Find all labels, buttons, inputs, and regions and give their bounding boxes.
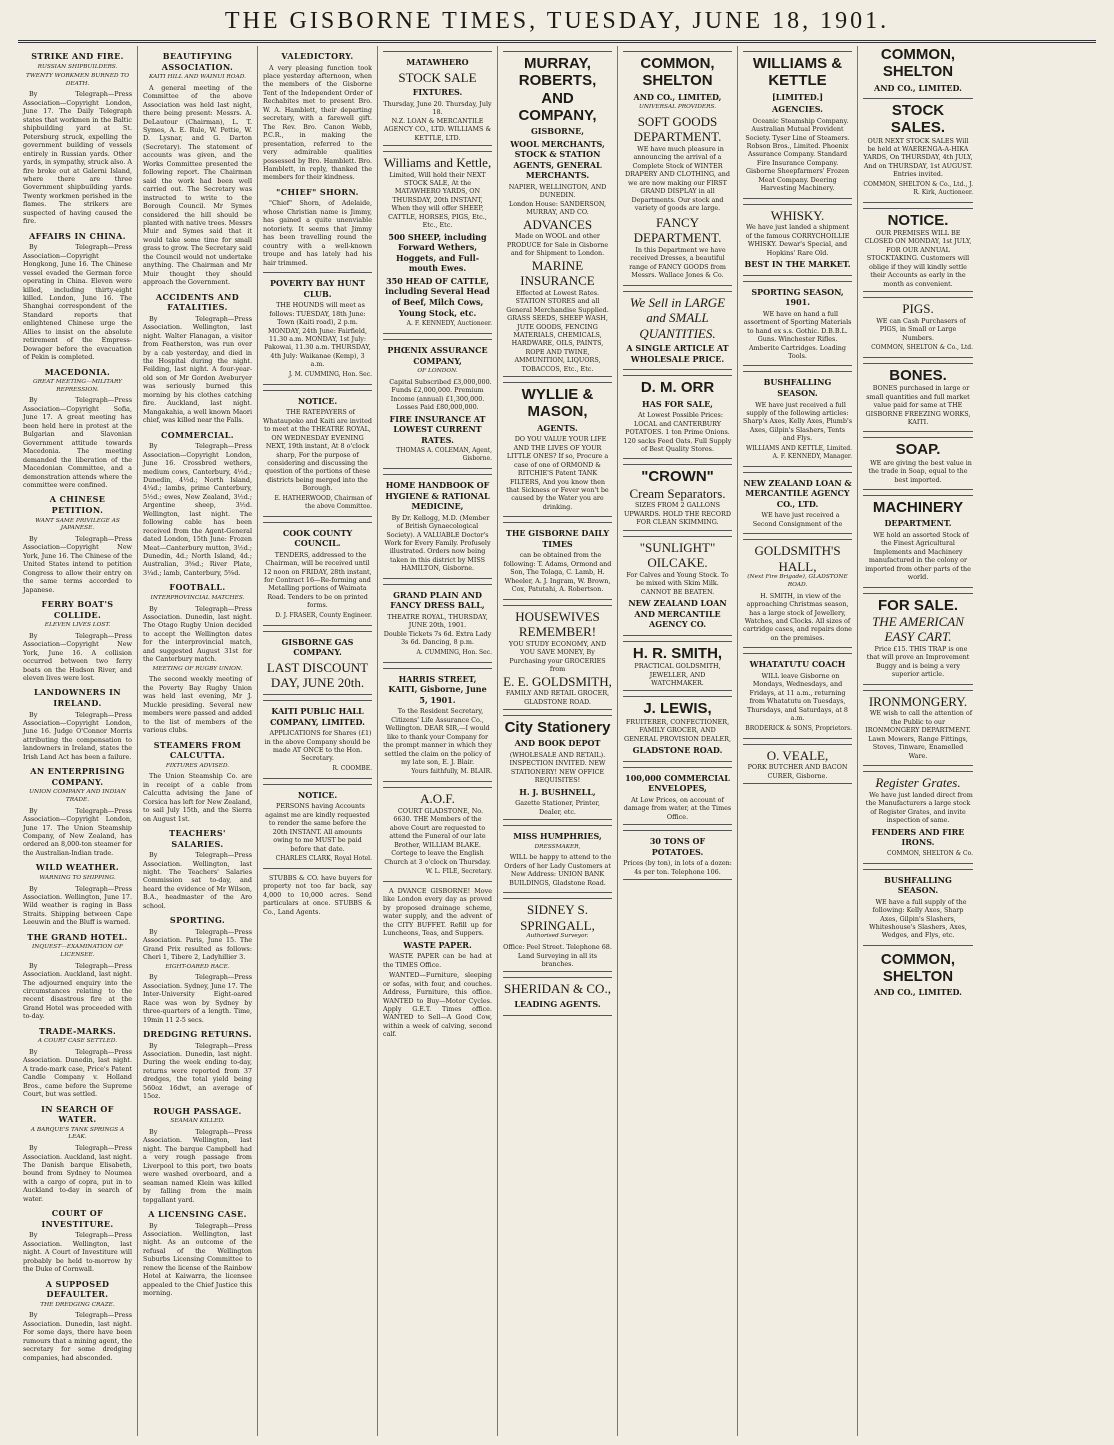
ad-signature: WILLIAMS AND KETTLE, Limited. A. F. KENNEDY, Manager. xyxy=(745,444,852,460)
ad-title: SPORTING SEASON, 1901. xyxy=(751,286,844,308)
ad-body: STATION STORES and all General Merchandise Supplied. GRASS SEEDS, SHEEP WASH, JUTE GOODS, FENCING MATERIALS, CHEMICALS, HARDWARE, OILS, PAINTS, ROPE AND TWINE, AMMUNITION, LIQUORS, TOBACCOS, Etc., Etc. xyxy=(506,297,609,373)
ad-body: We have just landed a shipment of the famous CORRYCHOILLIE WHISKY. Dewar's Special, and Hopkins' Rare Old. xyxy=(745,223,850,257)
ad-body: THE HOUNDS will meet as follows: TUESDAY, 18th June: Town (Kaiti road), 2 p.m. MONDAY, 24th June: Fairfield, 11.30 a.m. MONDAY, 1st July: Pakowai, 11.30 a.m. THURSDAY, 4th July: Waikanae (Kemp), 3 a.m. xyxy=(264,301,371,369)
ad-address: FAMILY AND RETAIL GROCER, GLADSTONE ROAD. xyxy=(505,689,610,706)
ad-title: WILLIAMS & KETTLE xyxy=(752,55,843,90)
subheadline: EIGHT-OARED RACE. xyxy=(165,963,230,970)
ad-body: WE have just received a Second Consignment of the xyxy=(752,511,843,528)
headline: LANDOWNERS IN IRELAND. xyxy=(34,687,121,708)
headline: AFFAIRS IN CHINA. xyxy=(29,230,126,241)
ad-body: WE can Cash Purchasers of PIGS, in Small or Large Numbers. xyxy=(876,316,966,342)
williams-kettle-agencies-ad xyxy=(743,51,852,199)
article-body: By Telegraph—Press Association. Paris, June 15. The Grand Prix resulted as follows: Cheri 1, Tibere 2, Ladyhillier 3. xyxy=(143,927,252,962)
classified-ad: STUBBS & CO. have buyers for property not too far back, say 4,000 to 10,000 acres. Send particulars at once. STUBBS & Co., Land Agents. xyxy=(263,874,372,916)
article-body: The Union Steamship Co. are in receipt of a cable from Calcutta advising the Jane of Corsica has left for New Zealand, to sail July 15th, and the Sierra on August 1st. xyxy=(143,772,252,823)
article-body: By Telegraph—Press Association. Auckland, last night. The adjourned enquiry into the circumstances relating to the recent disastrous fire at the Grand Hotel was proceeded with to-day. xyxy=(23,961,132,1021)
ad-feature: ADVANCES xyxy=(522,216,593,232)
article-body: By Telegraph—Press Association. Auckland, last night. The Danish barque Elisabeth, bound from Sydney to Noumea with a cargo of copra, put in to Auckland to-day in search of water. xyxy=(23,1144,132,1203)
ad-signature: CHARLES CLARK, Royal Hotel. xyxy=(275,855,372,863)
headline: FERRY BOAT'S COLLIDE. xyxy=(41,598,114,620)
ad-body: LAST DISCOUNT DAY, JUNE 20th. xyxy=(266,659,369,691)
ad-firm: H. J. BUSHNELL, xyxy=(519,786,596,797)
headline: SPORTING. xyxy=(169,915,226,926)
ad-title: J. LEWIS, xyxy=(643,700,712,718)
ad-body: WE have just received a full supply of the following articles: Sharp's Axes, Kelly Axes, Plumb's Axes, Gilpin's Slashers, Tents and Flys. xyxy=(743,400,852,443)
classified-ad: WASTE PAPER can be had at the TIMES Office. xyxy=(383,952,492,969)
ad-title: We Sell in LARGE and SMALL QUANTITIES. xyxy=(629,294,726,341)
ad-lot: 350 HEAD OF CATTLE, including Several Head of Beef, Milch Cows, Young Stock, etc. xyxy=(385,275,490,318)
ad-venue: THEATRE ROYAL, THURSDAY, JUNE 20th, 1901. xyxy=(387,612,488,630)
ad-title: MACHINERY xyxy=(872,499,964,517)
pigs-ad xyxy=(863,297,973,358)
article-body: By Telegraph—Press Association—Copyright New York, June 16. The Chinese of the United States intend to petition Congress to allow their entry on the same terms accorded to Japanese. xyxy=(23,534,132,594)
column-6 xyxy=(618,46,738,1436)
ad-title: GRAND PLAIN AND FANCY DRESS BALL, xyxy=(390,589,485,611)
column-4 xyxy=(378,46,498,1436)
subheadline: WANT SAME PRIVILEGE AS JAPANESE. xyxy=(35,517,120,532)
ad-subtitle: BEST IN THE MARKET. xyxy=(744,259,851,270)
ad-subtitle: OF LONDON. xyxy=(417,368,458,375)
article-body: By Telegraph—Press Association—Copyright Hongkong, June 16. The Chinese vessel evaded the German force operating in China. Eleven were killed, including thirty-eight killed. London, June 16. The Shanghai correspondent of the Standard reports that enlightened Chinese urge the Allies to insist on the absolute retirement of the Empress-Dowager before the evacuation of Pekin is completed. xyxy=(23,243,132,362)
headline: ROUGH PASSAGE. xyxy=(153,1105,242,1116)
bones-ad xyxy=(863,363,973,433)
article-body: By Telegraph—Press Association—Copyright London, June 16. Crossbred wethers, medium cows, Canterbury, 4½d.; Dunedin, 4½d.; North Island, 4¼d.; lambs, prime Canterbury, 5½d.; ewes, New Zealand, 3½d.; Argentine sheep, 3½d. Wellington, last night. The following cable has been received from the Agent-General dated London, 15th June: Frozen Meat—Canterbury mutton, 3½d.; Dunedin, 4d.; North Island, 4d.; Australian, 3⅝d.; River Plate, 3¼d.; lamb, Canterbury, 5⅝d. xyxy=(143,442,252,577)
ad-title: HARRIS STREET, KAITI, Gisborne, June 5, 1901. xyxy=(388,673,487,705)
ad-body: At Lowest Possible Prices: LOCAL and CANTERBURY POTATOES. 1 ton Prime Onions. 120 sacks Feed Oats. Full Supply of Best Quality Stores. xyxy=(623,411,732,453)
dressmaker-ad xyxy=(503,825,612,893)
ad-body: SIZES FROM 2 GALLONS UPWARDS. HOLD THE RECORD FOR CLEAN SKIMMING. xyxy=(624,501,731,527)
ad-title: POVERTY BAY HUNT CLUB. xyxy=(270,278,365,299)
ad-feature: AGENCIES. xyxy=(772,104,823,115)
ad-body: WE hold an assorted Stock of the Finest Agricultural Implements and Machinery manufactured in the colony or imported from other parts of the world. xyxy=(865,530,971,582)
ad-title: PHŒNIX ASSURANCE COMPANY, xyxy=(387,345,488,366)
ad-body: THE RATEPAYERS of Whataupoko and Kaiti are invited to meet at the THEATRE ROYAL, ON WEDNESDAY EVENING NEXT, 19th instant, At 8 o'clock sharp, For the purpose of considering and discussing the question of the portions of these districts being merged into the Borough. xyxy=(263,408,372,493)
ad-body: WE are giving the best value in the trade in Soap, equal to the best imported. xyxy=(868,458,972,484)
ad-title: COMMON, SHELTON xyxy=(880,46,956,81)
ad-subtitle: AGENTS. xyxy=(537,422,578,433)
hall-company-ad xyxy=(263,700,372,779)
headline: TRADE-MARKS. xyxy=(38,1025,117,1036)
ad-firm: N.Z. LOAN & MERCANTILE AGENCY CO., LTD. WILLIAMS & KETTLE, LTD. xyxy=(383,116,492,142)
ad-body: Price £15. THIS TRAP is one that will prove an Improvement Buggy and is being a very superior article. xyxy=(866,644,970,679)
ad-subtitle: THE AMERICAN EASY CART. xyxy=(872,613,964,645)
ad-body: WILL be happy to attend to the Orders of her Lady Customers at New Address: UNION BANK BUILDINGS, Gladstone Road. xyxy=(504,853,612,887)
ball-ad xyxy=(383,584,492,663)
ad-feature: SOFT GOODS DEPARTMENT. xyxy=(633,113,722,145)
ad-title: BUSHFALLING SEASON. xyxy=(763,377,832,398)
nz-loan-ad xyxy=(743,472,852,535)
common-shelton-ad xyxy=(623,51,732,286)
ad-title: "CROWN" xyxy=(641,468,714,486)
ad-body: WE have on hand a full assortment of Sporting Materials to hand ex s.s. Gothic. D.B.B.L. Guns. Winchester Rifles. Amberite Cartridges. Loading Tools. xyxy=(743,309,852,360)
ad-subtitle: (Next Fire Brigade), GLADSTONE ROAD. xyxy=(747,574,848,588)
williams-kettle-ad xyxy=(383,151,492,334)
ad-kicker: MATAWHERO xyxy=(406,57,469,67)
ad-body: WILL leave Gisborne on Mondays, Wednesdays, and Fridays, at 11 a.m., returning from Whatatutu on Tuesdays, Thursdays, and Saturdays, at 8 a.m. xyxy=(747,671,848,723)
ad-body: TENDERS, addressed to the Chairman, will be received until 12 noon on FRIDAY, 28th instant, for Contract 16—Re-forming and Metalling portions of Waimata Road. Tenders to be on printed forms. xyxy=(263,550,372,610)
headline: STRIKE AND FIRE. xyxy=(31,51,124,61)
headline: DREDGING RETURNS. xyxy=(143,1029,252,1039)
article-body: By Telegraph—Press Association—Copyright London, June 17. The Daily Telegraph states that workmen in the Baltic shipbuilding yard at St. Petersburg struck, expelling the government building of vessels entirely in Russian yards. Other yards, in sympathy, struck also. A fire broke out at Galerni Island, where there are three Government shipbuilding yards. Twenty workmen perished in the flames. The strikers are suspected of having caused the fire. xyxy=(23,90,132,226)
ad-body: Made on WOOL and other PRODUCE for Sale in Gisborne and for Shipment to London. xyxy=(506,232,609,258)
wyllie-mason-ad xyxy=(503,382,612,517)
subheadline: INTERPROVINCIAL MATCHES. xyxy=(150,594,245,601)
article-body: By Telegraph—Press Association. Dunedin, last night. The Otago Rugby Union decided to accept the Wellington dates for the interprovincial match, and suggested August 31st for the Canterbury match. xyxy=(143,604,252,664)
ad-signature: A. F. KENNEDY, Auctioneer. xyxy=(406,320,492,328)
ad-title: BONES. xyxy=(889,366,947,384)
notice-ad xyxy=(263,784,372,869)
ad-title: MURRAY, ROBERTS, xyxy=(518,55,597,90)
ad-signature: J. M. CUMMING, Hon. Sec. xyxy=(288,370,372,378)
ad-subtitle: FRUITERER, CONFECTIONER, FAMILY GROCER, AND GENERAL PROVISION DEALER, xyxy=(623,717,732,743)
ad-body: COURT GLADSTONE, No. 6630. THE Members of the above Court are requested to attend the Funeral of our late Brother, WILLIAM BLAKE. Cortege to leave the English Church at 3 o'clock on Thursday. xyxy=(384,806,491,866)
article-body: "Chief" Shorn, of Adelaide, whose Christian name is Jimmy, has gained a quite unenviable notoriety. It seems that Jimmy has been travelling round the country with a well-known troupe and has lately had his hair trimmed. xyxy=(263,199,372,267)
hunt-club-ad xyxy=(263,272,372,385)
stock-sales-ad xyxy=(863,98,973,203)
headline: BEAUTIFYING ASSOCIATION. xyxy=(161,51,234,72)
ad-title: City Stationery xyxy=(504,719,611,737)
ad-body: To the Resident Secretary, Citizens' Life Assurance Co., Wellington. DEAR SIR,—I would like to thank your Company for the prompt manner in which they settled the claim on the policy of my late son, E. J. Blair. xyxy=(383,707,492,766)
ad-subtitle: AND CO., LIMITED, xyxy=(633,91,722,102)
ad-title: NEW ZEALAND LOAN & MERCANTILE AGENCY CO., LTD. xyxy=(743,477,852,509)
ad-subtitle: [LIMITED.] xyxy=(771,91,824,102)
veale-ad xyxy=(743,744,852,785)
ad-title: COMMON, SHELTON xyxy=(880,950,956,986)
aof-ad xyxy=(383,787,492,882)
article-body: By Telegraph—Press Association. Wellington, last night. The Teachers' Salaries Commission sat to-day, and heard the evidence of Mr Wilson, B.A., headmaster of the Aro school. xyxy=(143,851,252,910)
ad-body: APPLICATIONS for Shares (£1) in the above Company should be made AT ONCE to the Hon. Secretary. xyxy=(264,729,372,763)
ad-title: BUSHFALLING SEASON. xyxy=(884,874,952,896)
ad-subtitle: UNIVERSAL PROVIDERS. xyxy=(638,104,717,111)
ad-body: Office: Peel Street. Telephone 68. Land Surveying in all its branches. xyxy=(503,943,612,968)
subheadline: KAITI HILL AND WAINUI ROAD. xyxy=(148,74,247,81)
ad-title: MISS HUMPHRIES, xyxy=(513,831,602,842)
ad-title: Register Grates. xyxy=(875,775,961,791)
newspaper-columns xyxy=(18,46,1098,1436)
article-body: By Telegraph—Press Association. Sydney, June 17. The Inter-University Eight-oared Race was won by Sydney by three-quarters of a length. Time, 19min 11 2-5 secs. xyxy=(143,973,252,1024)
ironmongery-ad xyxy=(863,690,973,766)
headline: MACEDONIA. xyxy=(44,366,111,377)
subheadline: ELEVEN LIVES LOST. xyxy=(44,622,111,629)
ad-body: OUR NEXT STOCK SALES Will be held at WAERENGA-A-HIKA YARDS, On THURSDAY, 4th JULY, And on THURSDAY, 1st AUGUST. Entries invited. xyxy=(863,136,973,179)
ad-body: PERSONS having Accounts against me are kindly requested to render the same before the 20th INSTANT. All amounts owing to me MUST be paid before that date. xyxy=(265,802,370,853)
ad-subtitle: FIXTURES. xyxy=(412,87,463,98)
article-body: By Telegraph—Press Association. Wellington, June 17. Wild weather is raging in Bass Straits. Shipping between Cape Leeuwin and the Bluff is warned. xyxy=(23,884,132,927)
ad-body: H. SMITH, in view of the approaching Christmas season, has a large stock of Jewellery, Watches, and Clocks. All sizes of cartridge cases, and repairs done on the premises. xyxy=(743,591,852,642)
ad-title: GISBORNE GAS COMPANY. xyxy=(281,636,354,658)
ad-body: In this Department we have received Dresses, a beautiful range of FANCY GOODS from Messrs. Wallace Jones & Co. xyxy=(629,245,726,280)
ad-title: WYLLIE & MASON, xyxy=(521,386,594,421)
ad-title: IRONMONGERY. xyxy=(868,693,968,709)
ad-body: Effected at Lowest Rates. xyxy=(515,288,600,297)
ad-title: COOK COUNTY COUNCIL. xyxy=(282,527,353,549)
ad-subtitle: LEADING AGENTS. xyxy=(514,999,601,1010)
ad-signature: COMMON, SHELTON & Co., Ltd. xyxy=(871,344,973,351)
headline: VALEDICTORY. xyxy=(281,51,354,61)
article-body: By Telegraph—Press Association—Copyright Sofia, June 17. A great meeting has been held here in protest at the Bulgarian and Slavonian Government attitude towards Macedonia. The meeting demanded the liberation of the Macedonian Committee, and a demonstration attends where the committee were confined. xyxy=(23,396,132,489)
ad-title: SIDNEY S. SPRINGALL, xyxy=(520,902,595,933)
subheadline: THE DREDGING CRAZE. xyxy=(40,1301,115,1308)
ad-title: O. VEALE, xyxy=(766,747,829,763)
ad-subtitle: DEPARTMENT. xyxy=(884,518,952,529)
envelopes-ad xyxy=(623,767,732,825)
headline: "CHIEF" SHORN. xyxy=(276,186,359,197)
ad-address: GLADSTONE ROAD. xyxy=(632,745,723,756)
ad-subtitle: AND CO., LIMITED. xyxy=(874,987,962,998)
ad-place: GISBORNE, xyxy=(530,126,585,136)
for-sale-ad xyxy=(863,593,973,685)
ad-body: Oceanic Steamship Company. Australian Mutual Provident Society. Tyser Line of Steamers. Robson Bros., Limited. Phoenix Assurance Company. Standard Fire Insurance Company. Gisborne Sheepfarmers' Frozen Meat Company. Deering Harvesting Machinery. xyxy=(745,116,850,193)
wholesale-ad xyxy=(623,291,732,371)
headline: IN SEARCH OF WATER. xyxy=(41,1103,114,1125)
ad-title: Williams and Kettle, xyxy=(383,154,492,170)
surveyor-ad xyxy=(503,898,612,972)
headline: A SUPPOSED DEFAULTER. xyxy=(45,1278,110,1300)
ad-signature: COMMON, SHELTON & Co. xyxy=(887,849,973,857)
subheadline: RUSSIAN SHIPBUILDERS. xyxy=(37,63,118,70)
article-body: By Telegraph—Press Association. Dunedin, last night. A trade-mark case, Price's Patent Candle Company v. Holland Bros., came before the Supreme Court, but was settled. xyxy=(23,1047,132,1099)
headline: TEACHERS' SALARIES. xyxy=(169,828,226,849)
ad-body: BONES purchased in large or small quantities and full market value paid for same at THE GISBORNE FREEZING WORKS, KAITI. xyxy=(865,384,971,426)
ad-subtitle: HAS FOR SALE, xyxy=(642,398,713,409)
ad-title: NOTICE. xyxy=(297,789,338,800)
column-8 xyxy=(858,46,978,1436)
ad-body: Limited, Will hold their NEXT STOCK SALE, At the MATAWHERO YARDS, ON THURSDAY, 20th INSTANT, When they will offer SHEEP, CATTLE, HORSES, PIGS, Etc., Etc., Etc. xyxy=(388,170,487,230)
subheadline: MEETING OF RUGBY UNION. xyxy=(152,665,243,672)
article-body: By Telegraph—Press Association—Copyright London, June 16. Judge O'Connor Morris attributing the compensation to landowners in Ireland, states the Irish Land Act has been a failure. xyxy=(23,710,132,761)
column-2 xyxy=(138,46,258,1436)
newspaper-title: THE GISBORNE TIMES, TUESDAY, JUNE 18, 1901. xyxy=(224,8,890,34)
ad-subtitle: AND CO., LIMITED. xyxy=(874,82,962,93)
ad-body: OUR PREMISES WILL BE CLOSED ON MONDAY, 1st JULY, FOR OUR ANNUAL STOCKTAKING. Customers will oblige if they will kindly settle their Accounts as early in the month as convenient. xyxy=(864,228,972,288)
city-stationery-ad xyxy=(503,715,612,820)
notice-ad xyxy=(263,390,372,517)
ad-subtitle: AND BOOK DEPOT xyxy=(514,738,601,749)
ad-title: NOTICE. xyxy=(887,211,949,229)
ad-body: WE wish to call the attention of the Public to our IRONMONGERY DEPARTMENT. Lawn Mowers, Range Fittings, Stoves, Tinware, Enamelled Ware. xyxy=(865,709,973,760)
oilcake-ad xyxy=(623,536,732,636)
goldsmiths-hall-ad xyxy=(743,539,852,648)
article-body: By Telegraph—Press Association. Dunedin, last night. For some days, there have been rumours that a mining agent, the secretary for some dredging companies, had absconded. xyxy=(23,1311,132,1362)
ad-body: (WHOLESALE AND RETAIL). INSPECTION INVITED. NEW STATIONERY! NEW OFFICE REQUISITES! xyxy=(509,751,606,785)
ad-title: WHISKY. xyxy=(770,207,825,223)
soap-ad xyxy=(863,437,973,490)
ad-body: Capital Subscribed £3,000,000. Funds £2,000,000. Premium Income (annual) £1,300,000. Losses Paid £80,000,000. xyxy=(389,377,492,412)
ad-subtitle: Authorised Surveyor. xyxy=(526,933,589,940)
stock-sale-ad xyxy=(383,51,492,146)
headline: COURT OF INVESTITURE. xyxy=(41,1208,114,1229)
county-council-ad xyxy=(263,522,372,626)
whisky-ad xyxy=(743,204,852,276)
article-body: A general meeting of the Committee of the above Association was held last night, there being present: Messrs. A. DeLautour (Chairman), L. T. Symes, A. E. Rule, W. Pettie, W. D. Lysnar, and G. Darton (Secretary). The statement of accounts was given, and the Works Committee presented the following report. The Chairman said the work had been well carried out. The Secretary was instructed to write to the Borough Council. Mr Symes considered the hill should be planted with native trees. Messrs Muir and Symes said that it would take some time for small grass to grow. The Secretary said the Council would not undertake anything. The Chairman and Mr Muir thought they should approach the Government. xyxy=(143,83,252,287)
ad-subtitle: DRESSMAKER, xyxy=(534,843,581,850)
headline: AN ENTERPRISING COMPANY. xyxy=(30,766,125,787)
testimonial-ad xyxy=(383,668,492,783)
ad-title: "SUNLIGHT" OILCAKE. xyxy=(639,539,716,571)
ad-subtitle: A SINGLE ARTICLE AT WHOLESALE PRICE. xyxy=(626,343,729,364)
ad-title: SOAP. xyxy=(895,441,941,459)
housewives-ad xyxy=(503,605,612,711)
ad-title: KAITI PUBLIC HALL COMPANY, LIMITED. xyxy=(270,706,365,727)
subheadline: UNION COMPANY AND INDIAN TRADE. xyxy=(29,789,126,803)
article-body: By Telegraph—Press Association. Dunedin, last night. During the week ending to-day, returns were reported from 37 dredges, the total yield being 560oz 16dwt, an average of 15oz. xyxy=(143,1041,252,1101)
headline: A LICENSING CASE. xyxy=(148,1208,247,1219)
ad-firm: E. E. GOLDSMITH, xyxy=(503,673,612,689)
ad-title: FOR SALE. xyxy=(877,596,958,614)
headline: ACCIDENTS AND FATALITIES. xyxy=(155,291,240,313)
ad-lot: 500 SHEEP, including Forward Wethers, Hoggets, and Full-mouth Ewes. xyxy=(388,231,487,274)
ad-signature: E. HATHERWOOD, Chairman of the above Committee. xyxy=(274,494,372,510)
subheadline: A COURT CASE SETTLED. xyxy=(37,1038,118,1045)
ad-signature: BRODERICK & SONS, Proprietors. xyxy=(745,724,852,732)
column-7 xyxy=(738,46,858,1436)
masthead xyxy=(0,0,1114,40)
ad-title: STOCK SALE xyxy=(398,69,477,85)
ad-feature: MARINE INSURANCE xyxy=(520,257,595,289)
article-body: The second weekly meeting of the Poverty Bay Rugby Union was held last evening, Mr J. Muckle presiding. Several new members were passed and added to the list of members of the various clubs. xyxy=(143,675,252,735)
article-body: By Telegraph—Press Association. Wellington, last night. As an outcome of the refusal of the Wellington Suburbs Licensing Committee to renew the license of the Rainbow Hotel at Kaiwarra, the licensee appealed to the Chief Justice this morning. xyxy=(143,1221,252,1298)
ad-body: WE have a full supply of the following: Kelly Axes, Sharp Axes, Gilpin's Slashers, Whiteshouse's Slashers, Axes, Wedges, and Flys, etc. xyxy=(869,897,967,940)
article-body: A very pleasing function took place yesterday afternoon, when the members of the Gisborne Tent of the Independent Order of Rechabites met to present Bro. W. A. Hamblett, their departing secretary, with a farewell gift. The Rev. Bro. Canon Webb, P.C.R., in making the presentation, referred to the very admirable qualities possessed by Bro. Hamblett. Bro. Hamblett, in reply, thanked the members for their kindness. xyxy=(263,63,372,182)
ad-subtitle: PORK BUTCHER AND BACON CURER, Gisborne. xyxy=(747,763,848,780)
ad-body: We have just landed direct from the Manufacturers a large stock of Register Grates, and invite inspection of same. xyxy=(865,790,973,825)
subheadline: A BARQUE'S TANK SPRINGS A LEAK. xyxy=(30,1126,125,1141)
headline: WILD WEATHER. xyxy=(35,862,120,873)
ad-title: PIGS. xyxy=(902,301,934,317)
ad-body: YOU STUDY ECONOMY, AND YOU SAVE MONEY, By Purchasing your GROCERIES from xyxy=(508,639,607,674)
ad-title: 100,000 COMMERCIAL ENVELOPES, xyxy=(625,772,730,794)
ad-title: NOTICE. xyxy=(297,395,338,406)
dm-orr-ad xyxy=(623,375,732,459)
ad-feature: FIRE INSURANCE AT LOWEST CURRENT RATES. xyxy=(389,413,486,445)
ad-title: H. R. SMITH, xyxy=(632,644,723,662)
machinery-ad xyxy=(863,495,973,588)
ad-title: SHERIDAN & CO., xyxy=(504,981,611,997)
masthead-rule xyxy=(18,40,1096,43)
ad-title: D. M. ORR xyxy=(640,379,715,397)
ad-branches: NAPIER, WELLINGTON, AND DUNEDIN. xyxy=(508,182,607,200)
ad-signature: R. COOMBE. xyxy=(332,764,372,772)
ad-title: STOCK SALES. xyxy=(890,102,946,137)
ad-body: Double Tickets 7s 6d. Extra Lady 3s 6d. Dancing, 8 p.m. xyxy=(383,629,492,647)
ad-title: HOME HANDBOOK OF HYGIENE & RATIONAL MEDICINE, xyxy=(385,480,490,512)
ad-subtitle: PRACTICAL GOLDSMITH, JEWELLER, AND WATCHMAKER. xyxy=(634,662,721,687)
subheadline: TWENTY WORKMEN BURNED TO DEATH. xyxy=(25,73,130,87)
classified-ad: A DVANCE GISBORNE! Move like London every day as proved by proposed drainage scheme, water supply, and the advent of the CITY BUFFET. Refill up for Luncheons, Teas, and Suppers. xyxy=(383,887,492,938)
ad-title: A.O.F. xyxy=(420,791,455,807)
ad-subtitle: Cream Separators. xyxy=(629,485,726,501)
ad-body: WE have much pleasure in announcing the arrival of a Complete Stock of WINTER DRAPERY AND CLOTHING, and we are now making our FIRST GRAND DISPLAY in all Departments. Our stock and variety of goods are large. xyxy=(624,144,731,213)
ad-feature: FANCY DEPARTMENT. xyxy=(633,214,722,246)
murray-roberts-ad xyxy=(503,51,612,377)
sporting-season-ad xyxy=(743,281,852,367)
ad-signature: A. CUMMING, Hon. Sec. xyxy=(416,648,492,656)
potatoes-ad xyxy=(623,830,732,880)
ad-title: HOUSEWIVES REMEMBER! xyxy=(515,608,600,640)
ad-subtitle: Gazette Stationer, Printer, Dealer, etc. xyxy=(515,799,600,816)
ad-body: can be obtained from the following: T. Adams, Ormond and Son, The Tolaga, C. Lamb, H. Wheeler, A. J. Ingram, W. Brown, Cox, Patutahi, A. Robertson. xyxy=(503,551,612,594)
handbook-ad xyxy=(383,474,492,579)
article-body: By Telegraph—Press Association. Wellington, last night. The barque Campbell had a very rough passage from Liverpool to this port, two boats were washed overboard, and a seaman named Klein was killed by falling from the main topgallant yard. xyxy=(143,1127,252,1204)
notice-ad xyxy=(863,208,973,292)
ad-title: GOLDSMITH'S HALL, xyxy=(754,543,841,574)
ad-title: 30 TONS OF POTATOES. xyxy=(649,836,706,857)
article-body: By Telegraph—Press Association—Copyright London, June 17. The Union Steamship Company, of New Zealand, has ordered an 8,000-ton steamer for the Australian-Indian trade. xyxy=(23,806,132,857)
gas-company-ad xyxy=(263,631,372,695)
ad-signature: Yours faithfully, M. BLAIR. xyxy=(411,768,492,776)
daily-times-ad xyxy=(503,522,612,599)
headline: COMMERCIAL. xyxy=(161,429,234,440)
ad-firm: NEW ZEALAND LOAN AND MERCANTILE AGENCY CO. xyxy=(628,598,727,630)
j-lewis-ad xyxy=(623,696,732,761)
subheadline: GREAT MEETING—MILITARY REPRESSION. xyxy=(33,379,122,393)
ad-title: AND COMPANY, xyxy=(518,89,597,124)
ad-signature: THOMAS A. COLEMAN, Agent, Gisborne. xyxy=(396,447,492,463)
subheadline: WARNING TO SHIPPING. xyxy=(39,874,116,881)
ad-dates: Thursday, June 20. Thursday, July 18. xyxy=(383,99,492,117)
ad-title: COMMON, SHELTON xyxy=(640,55,715,90)
headline: THE GRAND HOTEL. xyxy=(27,931,128,942)
ad-subtitle: WOOL MERCHANTS, STOCK & STATION AGENTS, GENERAL MERCHANTS. xyxy=(510,138,605,181)
ad-london: London House: SANDERSON, MURRAY, AND CO. xyxy=(508,199,607,217)
headline: A CHINESE PETITION. xyxy=(49,494,106,515)
column-1 xyxy=(18,46,138,1436)
article-body: By Telegraph—Press Association. Wellington, last night. Walter Flanagan, a visitor from Featherston, was run over by a cab yesterday, and died in the Hospital during the night. Feilding, last night. A four-year-old son of Mr Gordon Aveburyer was seriously burned this morning by his clothes catching fire. Auckland, last night. Mangakahia, a well known Maori chief, was killed near the Falls. xyxy=(143,314,252,425)
ad-body: At Low Prices, on account of damage from water, at the Times Office. xyxy=(623,795,732,821)
ad-signature: COMMON, SHELTON & Co., Ltd., J. R. Kirk, Auctioneer. xyxy=(863,180,973,196)
headline: STEAMERS FROM CALCUTTA. xyxy=(153,739,242,761)
ad-body: For Calves and Young Stock. To be mixed with Skim Milk. CANNOT BE BEATEN. xyxy=(626,570,729,596)
ad-signature: D. J. FRASER, County Engineer. xyxy=(275,611,372,619)
ad-signature: W. L. FILE, Secretary. xyxy=(425,868,492,876)
subheadline: SEAMAN KILLED. xyxy=(170,1118,225,1125)
classified-ad: WANTED—Furniture, sleeping or sofas, with four, and couches. Address, Furniture, this office. WANTED to Buy—Motor Cycles. Apply G.E.T. Times office. WANTED to Sell—A Good Cow, within a week of calving, second calf. xyxy=(383,971,492,1039)
ad-body: Prices (by ton), in lots of a dozen: 4s per ton. Telephone 106. xyxy=(623,859,732,876)
bushfalling-ad xyxy=(743,371,852,466)
ad-body: DO YOU VALUE YOUR LIFE AND THE LIVES OF YOUR LITTLE ONES? If so, Procure a case of one of ORMOND & RITCHIE'S Patent TANK FILTERS, And you know then that Sickness or Fever won't be caused by the Water you are drinking. xyxy=(506,435,609,511)
phoenix-assurance-ad xyxy=(383,339,492,469)
grates-ad xyxy=(863,771,973,863)
subheadline: FIXTURES ADVISED. xyxy=(165,762,230,769)
article-body: By Telegraph—Press Association—Copyright New York, June 16. A collision occurred between two ferry boats on the Hudson River, and eleven lives were lost. xyxy=(23,631,132,682)
ad-title: WASTE PAPER. xyxy=(403,939,472,950)
headline: FOOTBALL. xyxy=(169,582,226,593)
ad-title: THE GISBORNE DAILY TIMES xyxy=(505,528,610,549)
sheridan-ad xyxy=(503,977,612,1015)
coach-ad xyxy=(743,653,852,738)
column-5 xyxy=(498,46,618,1436)
article-body: By Telegraph—Press Association. Wellington, last night. A Court of Investiture will probably be held to-morrow by the Duke of Cornwall. xyxy=(23,1231,132,1274)
subheadline: INQUEST—EXAMINATION OF LICENSEE. xyxy=(32,944,123,958)
hr-smith-ad xyxy=(623,641,732,692)
ad-body: By Dr. Kellogg, M.D. (Member of British Gynaecological Society). A VALUABLE Doctor's Work for Every Family. Profusely illustrated. Orders now being taken in this district by MISS HAMILTON, Gisborne. xyxy=(384,513,491,573)
bushfalling-ad xyxy=(863,869,973,946)
crown-separators-ad xyxy=(623,464,732,530)
column-3 xyxy=(258,46,378,1436)
ad-title: WHATATUTU COACH xyxy=(749,659,846,670)
ad-feature: FENDERS AND FIRE IRONS. xyxy=(871,826,965,848)
